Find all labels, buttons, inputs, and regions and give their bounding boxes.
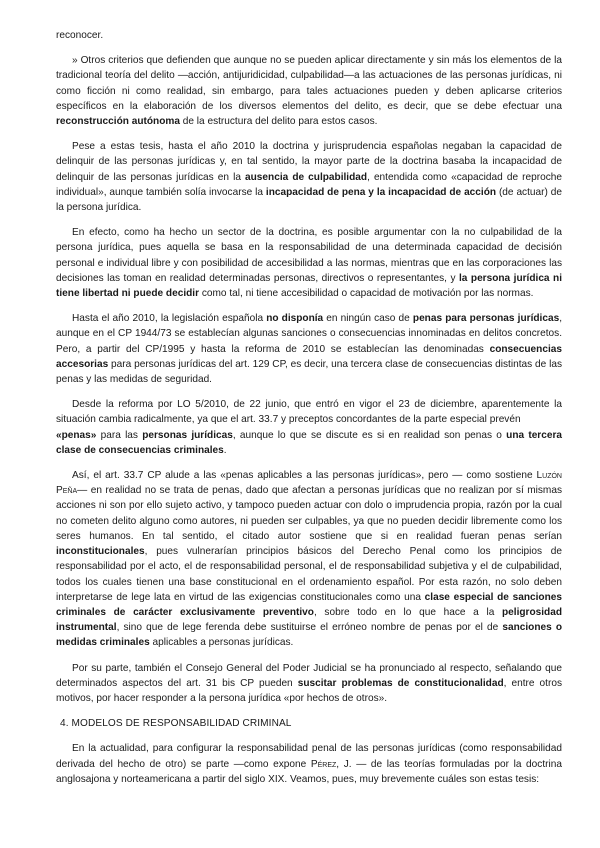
paragraph-en-efecto (56, 225, 562, 301)
paragraph-otros-criterios (56, 53, 562, 129)
paragraph-en-la-actualidad (56, 741, 562, 787)
text-run: para personas jurídicas del art. 129 CP, es decir, una tercera clase de consecuencias distintas de las penas y las medidas de seguridad. (56, 358, 562, 386)
text-run: , entre otros motivos, por hacer responder a la persona jurídica «por hechos de otros». (56, 677, 562, 704)
paragraph-pese-a-estas-tesis (56, 139, 562, 215)
paragraph-consejo-general (56, 661, 562, 707)
paragraph-art-33-7 (56, 468, 562, 650)
text-run: — en realidad no se trata de penas, dado que afectan a personas jurídicas que no realizan por sí mismas acciones ni son por ello sujeto activo, y tampoco pueden actuar con dolo o imprudencia propia, razón por la cual no cometen delito alguno como autores, ni pueden ser culpables, ya que no pueden decidir libremente como los seres humanos. En tal sentido, el citado autor sostiene que si en realidad fueran penas serían (56, 485, 562, 542)
bold-phrase: clase especial de sanciones criminales de carácter exclusivamente preventivo (56, 591, 562, 618)
text-run: Por su parte, también el Consejo General del Poder Judicial se ha pronunciado al respecto, señalando que determinados aspectos del art. 31 bis CP pueden (56, 662, 562, 689)
bold-phrase: peligrosidad instrumental (56, 606, 562, 634)
text-run: para las (96, 429, 143, 441)
author-name: Luzón Peña (56, 470, 562, 497)
text-run: En efecto, como ha hecho un sector de la doctrina, es posible argumentar con la no culpabilidad de la persona jurídica, pues aquella se basa en la responsabilidad de una determinada capacidad de decisión personal e individual libre y con posibilidad de accesibilidad a las normas, mientras que en las corporaciones las decisiones las toman en realidad determinadas personas, directivos o representantes, y (56, 227, 562, 284)
text-run: , pues vulnerarían principios básicos del Derecho Penal como los principios de responsabilidad por el acto, el de responsabilidad personal, el de responsabilidad subjetiva y el de culpabilidad, todos los cuales tienen una base constitucional en el ordenamiento español. Por esta razón, no solo deben interpretarse de lege lata en virtud de las exigencias constitucionales como una (56, 546, 562, 603)
text-run: — de las teorías formuladas por la doctrina anglosajona y norteamericana a partir del siglo XIX. Veamos, pues, muy brevemente cuáles son estas tesis: (56, 758, 562, 785)
text-run: , aunque en el CP 1944/73 se establecían algunas sanciones o consecuencias innominadas en delitos concretos. Pero, a partir del CP/1995 y hasta la reforma de 2010 se establecían las denominadas (56, 313, 562, 355)
text-run: , sobre todo en lo que hace a la (313, 606, 502, 618)
text-run: » Otros criterios que defienden que aunque no se pueden aplicar directamente y sin más los elementos de la tradicional teoría del delito —acción, antijuridicidad, culpabilidad—a las actuaciones de las personas jurídicas, ni como ficción ni como realidad, sin embargo, para tales actuaciones pueden y deben aplicarse criterios específicos en la elaboración de los diversos elementos del delito, es decir, que se debe efectuar una (56, 55, 562, 112)
text-run: Hasta el año 2010, la legislación española (72, 313, 267, 325)
text-run: , sino que de lege ferenda debe sustituirse el erróneo nombre de penas por el de (116, 622, 503, 634)
text-run: (de actuar) de la persona jurídica. (56, 186, 562, 214)
bold-phrase: consecuencias accesorias (56, 343, 562, 370)
text-run: de la estructura del delito para estos casos. (179, 116, 378, 128)
paragraph-hasta-2010 (56, 311, 562, 387)
text-run: Desde la reforma por LO 5/2010, de 22 junio, que entró en vigor el 23 de diciembre, aparentemente la situación cambia radicalmente, ya que el art. 33.7 y preceptos concordantes de la parte especial prevén (56, 399, 562, 426)
text-run: , aunque lo que se discute es si en realidad son penas o (232, 429, 507, 441)
bold-phrase: la persona jurídica ni tiene libertad ni puede decidir (56, 272, 562, 300)
bold-phrase: sanciones o medidas criminales (56, 622, 562, 649)
text-run: Así, el art. 33.7 CP alude a las «penas aplicables a las personas jurídicas», pero — como sostiene (72, 470, 537, 482)
bold-phrase: inconstitucionales (56, 546, 145, 558)
text-run: Pese a estas tesis, hasta el año 2010 la doctrina y jurisprudencia españolas negaban la capacidad de delinquir de las personas jurídicas y, en tal sentido, la mayor parte de la doctrina basaba la incapacidad de delinquir de las personas jurídicas en la (56, 141, 562, 183)
text-run: . (223, 444, 227, 456)
paragraph-intro-tail: reconocer. (56, 30, 104, 41)
text-run: aplicables a personas jurídicas. (149, 637, 294, 649)
text-run: en ningún caso de (323, 313, 413, 325)
text-run: En la actualidad, para configurar la responsabilidad penal de las personas jurídicas (como responsabilidad derivada del hecho de otro) se parte —como expone (56, 743, 562, 770)
bold-phrase: no disponía (266, 313, 324, 325)
bold-phrase: una tercera clase de consecuencias criminales (56, 429, 563, 456)
bold-phrase: incapacidad de pena y la incapacidad de acción (265, 186, 497, 198)
bold-phrase: suscitar problemas de constitucionalidad (297, 677, 504, 689)
section-heading: 4. MODELOS DE RESPONSABILIDAD CRIMINAL (60, 718, 292, 730)
paragraph-penas-personas-juridicas (56, 428, 562, 458)
text-run: , entendida como «capacidad de reproche individual», aunque también solía invocarse la (56, 171, 562, 198)
document-page (56, 28, 562, 797)
author-name: Pérez, J. (310, 758, 352, 770)
text-run: como tal, ni tiene accesibilidad o capacidad de motivación por las normas. (199, 288, 534, 300)
bold-phrase: «penas» (56, 429, 97, 441)
bold-phrase: personas jurídicas (142, 429, 233, 441)
bold-phrase: reconstrucción autónoma (56, 116, 180, 128)
bold-phrase: penas para personas jurídicas (412, 313, 560, 325)
bold-phrase: ausencia de culpabilidad (245, 171, 368, 183)
paragraph-reforma-lo-5-2010 (56, 397, 562, 427)
